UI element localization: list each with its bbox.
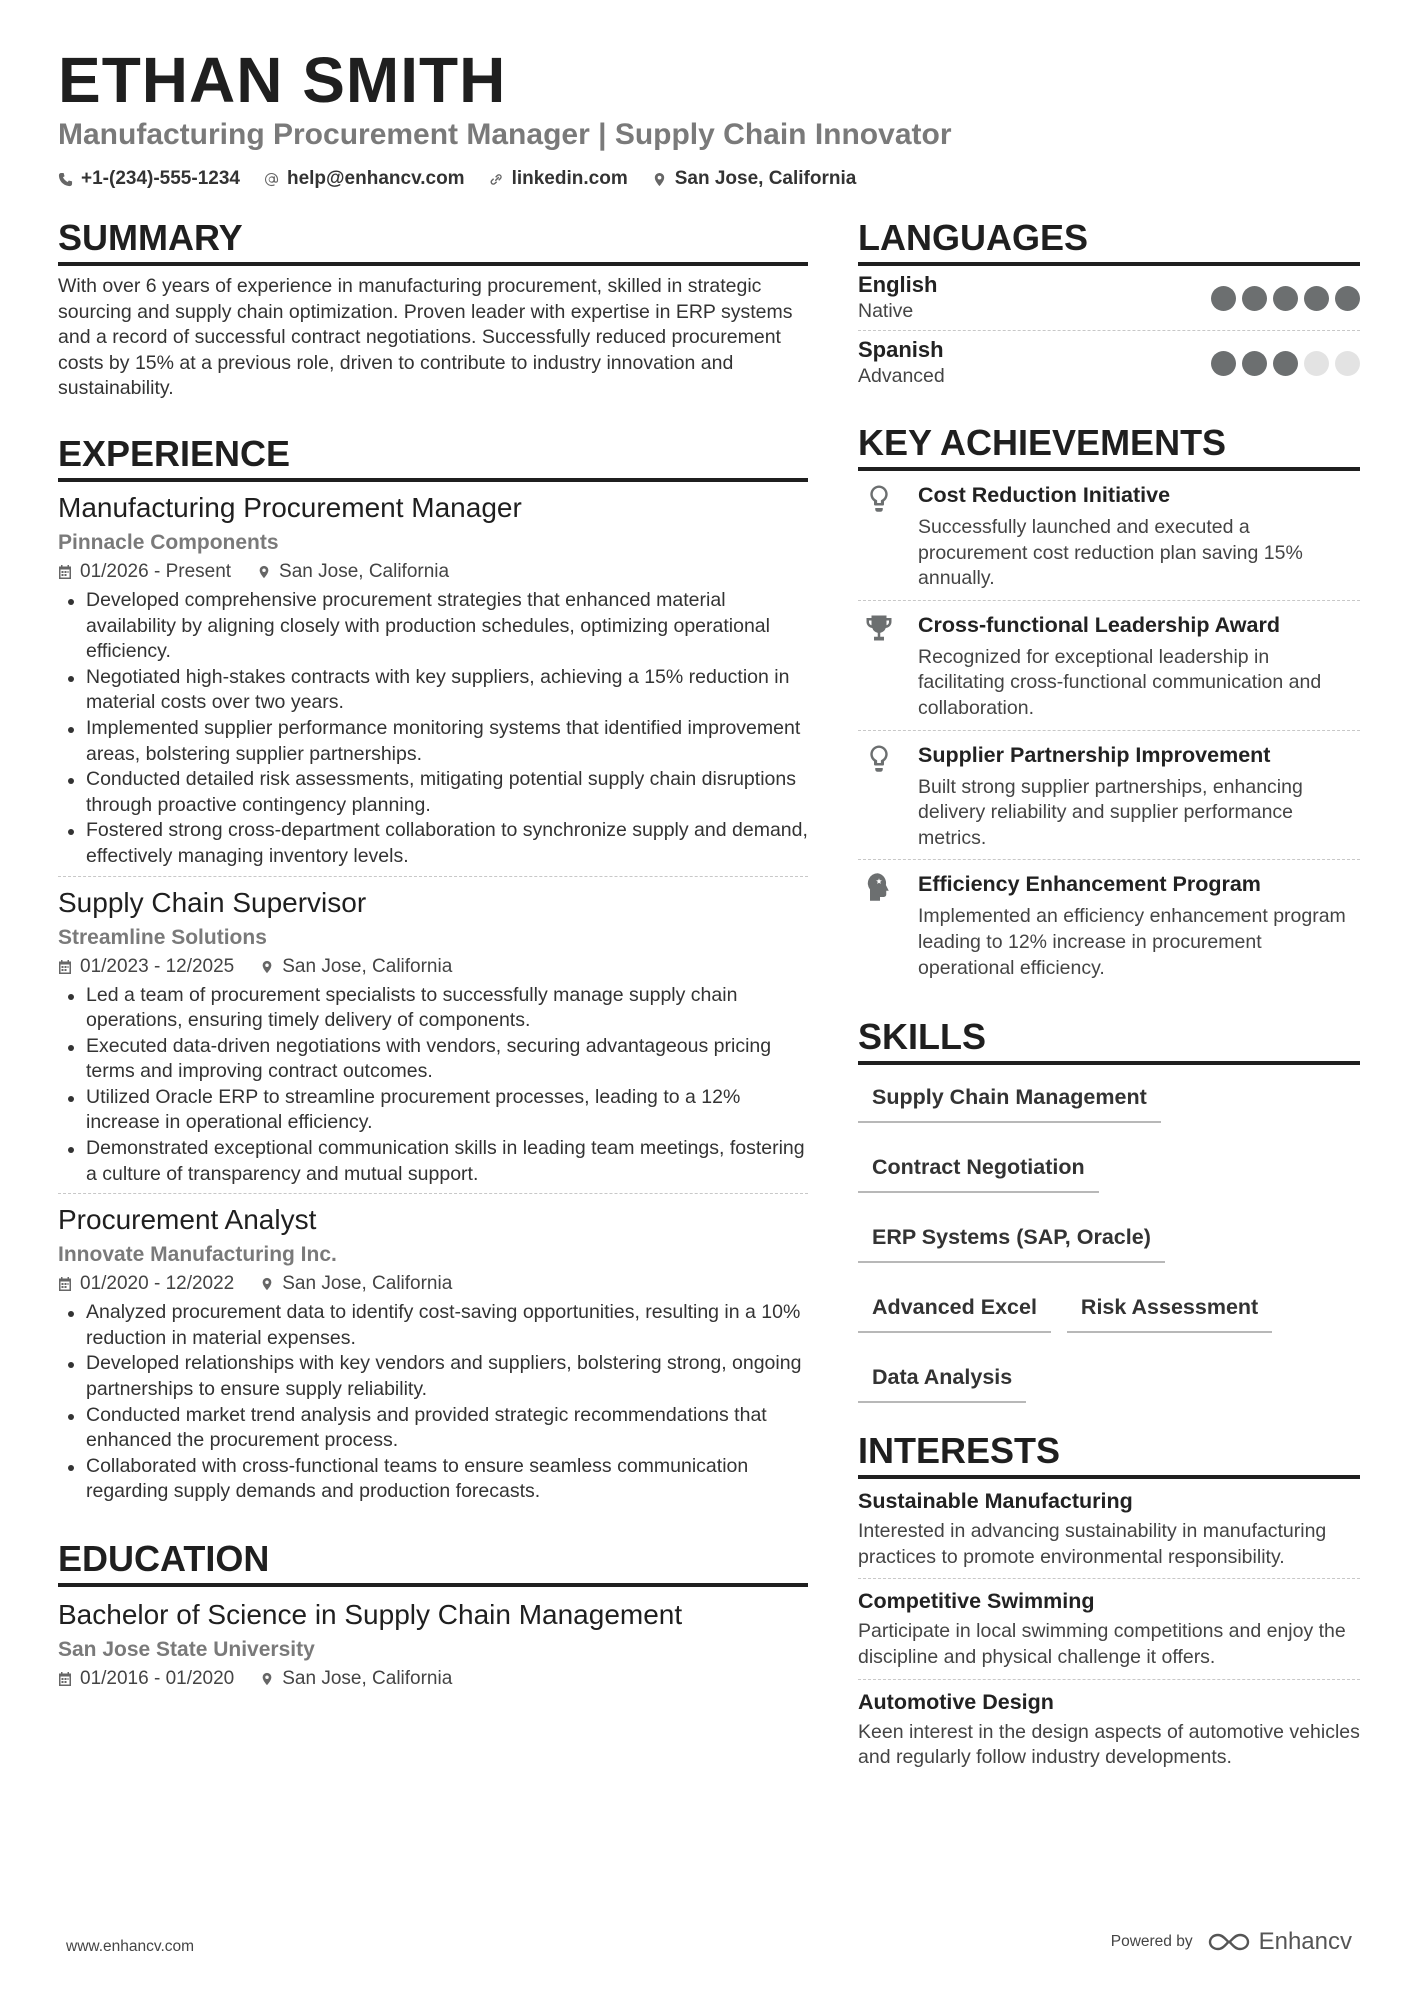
skill-tag: Advanced Excel — [858, 1287, 1051, 1333]
achievement-title: Cost Reduction Initiative — [918, 483, 1171, 507]
trophy-icon — [864, 613, 894, 643]
job-bullets — [58, 983, 808, 1188]
rating-dot — [1335, 351, 1360, 376]
interest-title: Sustainable Manufacturing — [858, 1489, 1133, 1514]
rating-dot — [1242, 286, 1267, 311]
job-bullet: Executed data-driven negotiations with vendors, securing advantageous pricing terms and improving contract outcomes. — [58, 1034, 808, 1085]
education-location-text: San Jose, California — [282, 1668, 453, 1689]
location-icon — [260, 1672, 274, 1686]
education-location — [260, 1665, 452, 1693]
footer-website[interactable]: www.enhancv.com — [66, 1938, 195, 1955]
job-location — [260, 1270, 452, 1298]
interest-item — [858, 1679, 1360, 1779]
job-location — [257, 558, 449, 586]
achievements-section — [858, 421, 1360, 989]
language-item — [858, 330, 1360, 395]
summary-heading: SUMMARY — [58, 216, 808, 266]
language-name: English — [858, 272, 938, 297]
education-section — [58, 1537, 808, 1693]
contact-location — [652, 168, 857, 190]
education-meta — [58, 1665, 808, 1693]
rating-dot — [1242, 351, 1267, 376]
education-dates-text: 01/2016 - 01/2020 — [80, 1668, 235, 1689]
rating-dot — [1304, 351, 1329, 376]
rating-dot — [1273, 351, 1298, 376]
candidate-tagline: Manufacturing Procurement Manager | Supply Chain Innovator — [58, 118, 952, 151]
contact-location-text: San Jose, California — [674, 168, 857, 189]
language-rating — [1211, 286, 1360, 311]
candidate-name: ETHAN SMITH — [58, 44, 507, 116]
job-dates-text: 01/2020 - 12/2022 — [80, 1273, 235, 1295]
job-location-text: San Jose, California — [279, 560, 450, 582]
job-dates-text: 01/2023 - 12/2025 — [80, 955, 235, 977]
job-title: Manufacturing Procurement Manager — [58, 491, 522, 523]
job-bullets — [58, 1300, 808, 1505]
achievement-item — [858, 859, 1360, 989]
interest-item — [858, 1578, 1360, 1678]
job-location-text: San Jose, California — [282, 955, 453, 977]
job-location-text: San Jose, California — [282, 1273, 453, 1295]
company-name: Pinnacle Components — [58, 530, 279, 554]
job-bullet: Analyzed procurement data to identify cost-saving opportunities, resulting in a 10% reduction in material expenses. — [58, 1300, 808, 1351]
language-rating — [1211, 351, 1360, 376]
rating-dot — [1273, 286, 1298, 311]
job-bullet: Demonstrated exceptional communication skills in leading team meetings, fostering a culture of transparency and mutual support. — [58, 1136, 808, 1187]
summary-section — [58, 216, 808, 402]
job-meta — [58, 953, 808, 981]
calendar-icon — [58, 960, 72, 974]
rating-dot — [1335, 286, 1360, 311]
job-dates — [58, 1270, 234, 1298]
powered-by-label: Powered by — [1110, 1933, 1193, 1950]
experience-entry — [58, 482, 808, 876]
job-bullet: Conducted market trend analysis and provided strategic recommendations that enhanced the procurement process. — [58, 1403, 808, 1454]
interests-heading: INTERESTS — [858, 1429, 1360, 1479]
job-meta — [58, 558, 808, 586]
achievement-item — [858, 600, 1360, 730]
lightbulb-icon — [864, 483, 894, 513]
right-column — [858, 216, 1360, 1805]
job-bullet: Collaborated with cross-functional teams to ensure seamless communication regarding supply demands and production forecasts. — [58, 1454, 808, 1505]
interest-desc: Keen interest in the design aspects of automotive vehicles and regularly follow industry developments. — [858, 1720, 1360, 1769]
job-dates — [58, 558, 231, 586]
brand-logo[interactable] — [1207, 1928, 1352, 1956]
job-bullet: Fostered strong cross-department collaboration to synchronize supply and demand, effectively managing inventory levels. — [58, 818, 808, 869]
skills-section — [858, 1015, 1360, 1403]
location-icon — [260, 1277, 274, 1291]
job-location — [260, 953, 452, 981]
experience-entry — [58, 1193, 808, 1511]
job-bullet: Utilized Oracle ERP to streamline procurement processes, leading to a 12% increase in operational efficiency. — [58, 1085, 808, 1136]
languages-heading: LANGUAGES — [858, 216, 1360, 266]
lightbulb-icon — [864, 743, 894, 773]
phone-icon — [58, 172, 73, 187]
achievement-title: Supplier Partnership Improvement — [918, 742, 1271, 767]
job-dates — [58, 953, 234, 981]
link-icon — [489, 172, 504, 187]
skills-heading: SKILLS — [858, 1015, 1360, 1065]
footer-branding — [1111, 1928, 1352, 1956]
achievement-title: Efficiency Enhancement Program — [918, 872, 1261, 897]
achievement-title: Cross-functional Leadership Award — [918, 612, 1280, 637]
job-bullet: Developed relationships with key vendors and suppliers, bolstering strong, ongoing partnerships to ensure supply reliability. — [58, 1351, 808, 1402]
rating-dot — [1211, 286, 1236, 311]
calendar-icon — [58, 565, 72, 579]
job-title: Supply Chain Supervisor — [58, 886, 367, 918]
interest-item — [858, 1479, 1360, 1578]
language-item — [858, 266, 1360, 330]
contact-email-text: help@enhancv.com — [286, 168, 465, 189]
head-idea-icon — [864, 872, 894, 902]
interest-desc: Interested in advancing sustainability in manufacturing practices to promote environmental responsibility. — [858, 1520, 1327, 1568]
calendar-icon — [58, 1277, 72, 1291]
location-icon — [652, 172, 667, 187]
experience-heading: EXPERIENCE — [58, 432, 808, 482]
summary-text: With over 6 years of experience in manufacturing procurement, skilled in strategic sourcing and supply chain optimization. Proven leader with expertise in ERP systems and a record of successful contract negotiations. Successfully reduced procurement costs by 15% at a previous role, driven to contribute to industry innovation and sustainability. — [58, 275, 793, 400]
interest-desc: Participate in local swimming competitions and enjoy the discipline and physical challenge it offers. — [858, 1620, 1346, 1668]
achievement-item — [858, 471, 1360, 600]
job-bullet: Led a team of procurement specialists to successfully manage supply chain operations, ensuring timely delivery of components. — [58, 983, 808, 1034]
language-level: Native — [858, 300, 914, 322]
job-bullet: Implemented supplier performance monitoring systems that identified improvement areas, bolstering supplier partnerships. — [58, 716, 808, 767]
job-bullet: Conducted detailed risk assessments, mitigating potential supply chain disruptions through proactive contingency planning. — [58, 767, 808, 818]
company-name: Innovate Manufacturing Inc. — [58, 1243, 337, 1267]
school-name: San Jose State University — [58, 1638, 315, 1661]
location-icon — [260, 960, 274, 974]
contact-linkedin-text: linkedin.com — [511, 168, 628, 189]
contact-bar — [58, 168, 856, 190]
contact-email[interactable] — [264, 168, 465, 190]
interests-section — [858, 1429, 1360, 1779]
experience-section — [58, 432, 808, 1511]
calendar-icon — [58, 1672, 72, 1686]
left-column — [58, 216, 808, 1719]
achievement-desc: Recognized for exceptional leadership in facilitating cross-functional communication and collaboration. — [918, 645, 1322, 719]
languages-section — [858, 216, 1360, 395]
contact-phone[interactable] — [58, 168, 240, 190]
skill-tag: Risk Assessment — [1067, 1287, 1272, 1333]
brand-name: Enhancv — [1258, 1928, 1352, 1955]
contact-phone-text: +1-(234)-555-1234 — [81, 168, 240, 189]
job-bullet: Negotiated high-stakes contracts with key suppliers, achieving a 15% reduction in material costs over two years. — [58, 665, 808, 716]
achievement-desc: Successfully launched and executed a procurement cost reduction plan saving 15% annually. — [918, 516, 1303, 590]
location-icon — [257, 565, 271, 579]
education-heading: EDUCATION — [58, 1537, 808, 1587]
experience-entry — [58, 876, 808, 1194]
skill-tag: ERP Systems (SAP, Oracle) — [858, 1217, 1165, 1263]
achievements-heading: KEY ACHIEVEMENTS — [858, 421, 1360, 471]
skill-tag: Contract Negotiation — [858, 1147, 1099, 1193]
rating-dot — [1211, 351, 1236, 376]
degree-title: Bachelor of Science in Supply Chain Management — [58, 1599, 683, 1630]
job-bullet: Developed comprehensive procurement strategies that enhanced material availability by aligning closely with production schedules, optimizing operational efficiency. — [58, 588, 808, 665]
achievement-desc: Built strong supplier partnerships, enhancing delivery reliability and supplier performance metrics. — [918, 775, 1303, 849]
rating-dot — [1304, 286, 1329, 311]
skill-tag: Supply Chain Management — [858, 1077, 1161, 1123]
skills-list — [858, 1077, 1360, 1403]
interest-title: Competitive Swimming — [858, 1589, 1095, 1614]
job-bullets — [58, 588, 808, 870]
at-icon — [264, 172, 279, 187]
job-title: Procurement Analyst — [58, 1204, 317, 1236]
education-dates — [58, 1665, 234, 1693]
language-name: Spanish — [858, 337, 944, 362]
job-dates-text: 01/2026 - Present — [80, 560, 232, 582]
enhancv-logo-icon — [1207, 1931, 1251, 1953]
achievement-desc: Implemented an efficiency enhancement program leading to 12% increase in procurement operational efficiency. — [918, 905, 1346, 979]
contact-linkedin[interactable] — [489, 168, 628, 190]
language-level: Advanced — [858, 365, 945, 387]
skill-tag: Data Analysis — [858, 1357, 1026, 1403]
company-name: Streamline Solutions — [58, 925, 267, 949]
interest-title: Automotive Design — [858, 1689, 1054, 1714]
achievement-item — [858, 730, 1360, 860]
job-meta — [58, 1270, 808, 1298]
